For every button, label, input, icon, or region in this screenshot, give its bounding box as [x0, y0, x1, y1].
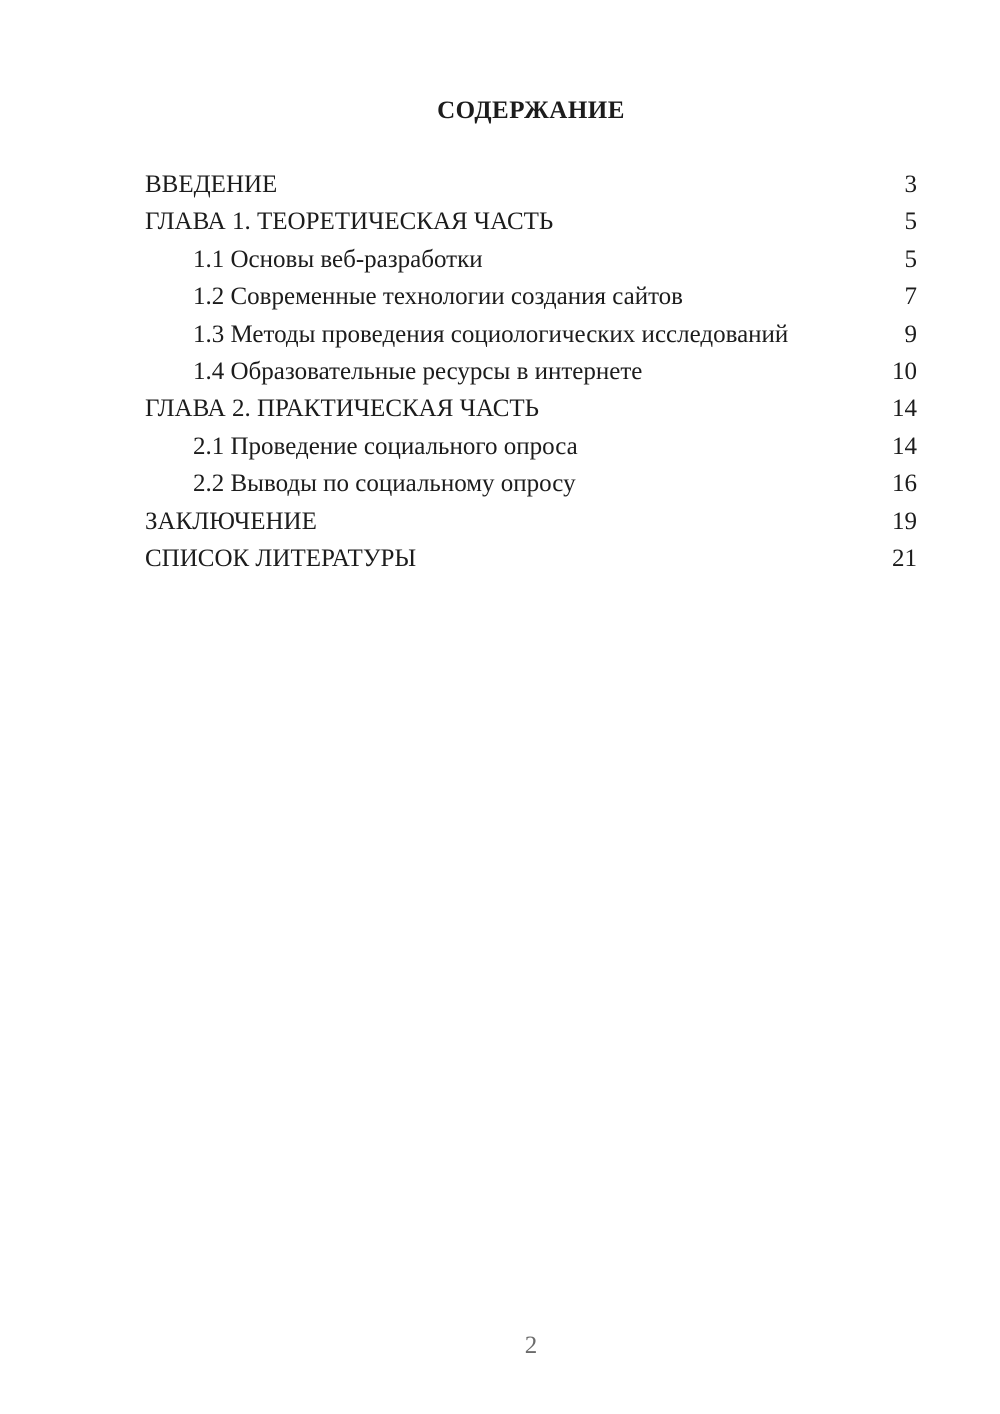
toc-entry-label: ВВЕДЕНИЕ	[145, 171, 278, 198]
toc-entry-page-number: 10	[892, 358, 917, 386]
toc-entry-label: 2.1 Проведение социального опроса	[193, 432, 578, 460]
toc-row	[145, 503, 917, 540]
toc-entry-page-number: 9	[904, 320, 917, 348]
toc-entry-page-number: 14	[892, 395, 917, 423]
toc-entry-page-number: 16	[892, 470, 917, 498]
table-of-contents	[145, 166, 917, 577]
toc-entry-page-number: 19	[892, 507, 917, 535]
toc-entry-page-number: 5	[904, 208, 917, 236]
toc-row	[145, 166, 917, 203]
toc-entry-label: 1.1 Основы веб-разработки	[193, 245, 483, 273]
toc-entry-page-number: 21	[892, 545, 917, 573]
toc-row	[145, 203, 917, 240]
toc-entry-page-number: 14	[892, 432, 917, 460]
toc-entry-page-number: 3	[904, 171, 917, 198]
toc-row	[145, 241, 917, 278]
toc-row	[145, 353, 917, 390]
toc-row	[145, 428, 917, 465]
toc-row	[145, 465, 917, 502]
toc-row	[145, 390, 917, 427]
footer-page-number: 2	[524, 1332, 538, 1359]
toc-entry-label: 1.2 Современные технологии создания сайтов	[193, 283, 683, 311]
toc-entry-label: ГЛАВА 2. ПРАКТИЧЕСКАЯ ЧАСТЬ	[145, 395, 540, 423]
toc-entry-label: ГЛАВА 1. ТЕОРЕТИЧЕСКАЯ ЧАСТЬ	[145, 208, 554, 236]
toc-entry-label: 1.3 Методы проведения социологических исследований	[193, 320, 789, 348]
toc-entry-label: СПИСОК ЛИТЕРАТУРЫ	[145, 545, 417, 573]
toc-row	[145, 278, 917, 315]
page-title: СОДЕРЖАНИЕ	[437, 97, 625, 124]
toc-entry-label: 1.4 Образовательные ресурсы в интернете	[193, 358, 643, 386]
toc-row	[145, 316, 917, 353]
toc-entry-page-number: 5	[904, 245, 917, 273]
toc-row	[145, 540, 917, 577]
toc-entry-label: 2.2 Выводы по социальному опросу	[193, 470, 576, 498]
toc-entry-label: ЗАКЛЮЧЕНИЕ	[145, 507, 317, 535]
toc-entry-page-number: 7	[904, 283, 917, 311]
